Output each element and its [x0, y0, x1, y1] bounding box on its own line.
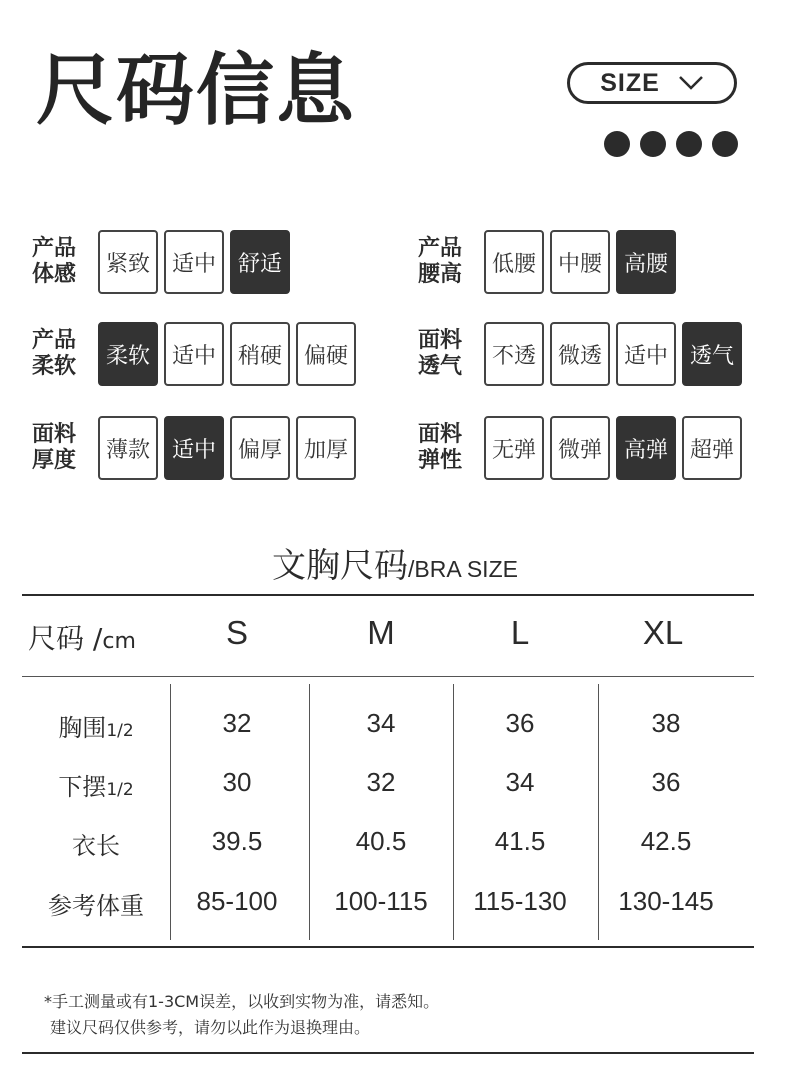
page-title: 尺码信息	[36, 46, 357, 136]
column-divider	[309, 684, 310, 940]
table-cell: 34	[366, 708, 396, 738]
size-header-xl: XL	[642, 614, 684, 651]
option-list	[98, 322, 356, 386]
option-fit-0[interactable]: 紧致	[98, 230, 158, 294]
option-softness-1[interactable]: 适中	[164, 322, 224, 386]
option-softness-2[interactable]: 稍硬	[230, 322, 290, 386]
table-top-rule	[22, 594, 754, 596]
option-breathability-3[interactable]: 透气	[682, 322, 742, 386]
attr-label: 面料 透气	[418, 328, 463, 379]
table-cell: 34	[505, 767, 535, 797]
option-thickness-1[interactable]: 适中	[164, 416, 224, 480]
table-cell: 115-130	[473, 886, 567, 916]
attr-label: 产品 柔软	[32, 328, 77, 379]
table-cell: 36	[505, 708, 535, 738]
table-cell: 38	[651, 708, 681, 738]
size-table-title-en: /BRA SIZE	[408, 556, 518, 582]
dot-indicator	[676, 131, 702, 157]
dot-indicator	[712, 131, 738, 157]
option-softness-0[interactable]: 柔软	[98, 322, 158, 386]
table-cell: 100-115	[334, 886, 428, 916]
attr-group-softness	[32, 322, 356, 386]
table-cell: 40.5	[355, 826, 407, 856]
option-elasticity-3[interactable]: 超弹	[682, 416, 742, 480]
option-list	[484, 230, 676, 294]
size-header-l: L	[510, 614, 530, 651]
unit-header: 尺码 /cm	[28, 622, 136, 655]
option-rise-1[interactable]: 中腰	[550, 230, 610, 294]
table-cell: 130-145	[618, 886, 714, 916]
option-list	[98, 416, 356, 480]
table-cell: 36	[651, 767, 681, 797]
unit-label: cm	[102, 629, 136, 654]
row-label-bust: 胸围1/2	[58, 714, 134, 742]
table-cell: 32	[222, 708, 252, 738]
attr-group-fit	[32, 230, 290, 294]
table-cell: 41.5	[494, 826, 546, 856]
table-cell: 32	[366, 767, 396, 797]
size-header-s: S	[225, 614, 248, 651]
attr-group-elasticity	[418, 416, 742, 480]
option-fit-2[interactable]: 舒适	[230, 230, 290, 294]
option-elasticity-1[interactable]: 微弹	[550, 416, 610, 480]
dot-indicator	[604, 131, 630, 157]
option-list	[484, 322, 742, 386]
size-header-m: M	[367, 614, 395, 651]
size-button-label: SIZE	[600, 68, 660, 97]
option-breathability-2[interactable]: 适中	[616, 322, 676, 386]
attr-group-breathability	[418, 322, 742, 386]
row-label-weight: 参考体重	[48, 892, 144, 920]
attr-label: 产品 腰高	[418, 236, 463, 287]
attr-label: 产品 体感	[32, 236, 77, 287]
option-thickness-0[interactable]: 薄款	[98, 416, 158, 480]
pagination-dots	[604, 131, 738, 157]
table-cell: 42.5	[640, 826, 692, 856]
header-divider	[22, 676, 754, 677]
dot-indicator	[640, 131, 666, 157]
note-measurement: *手工测量或有1-3CM误差，以收到实物为准，请悉知。	[44, 992, 440, 1011]
footer-rule	[22, 1052, 754, 1054]
row-label-hem: 下摆1/2	[58, 773, 134, 801]
table-cell: 39.5	[211, 826, 263, 856]
note-reference: 建议尺码仅供参考，请勿以此作为退换理由。	[50, 1018, 371, 1037]
option-rise-0[interactable]: 低腰	[484, 230, 544, 294]
table-cell: 30	[222, 767, 252, 797]
option-rise-2[interactable]: 高腰	[616, 230, 676, 294]
attr-group-thickness	[32, 416, 356, 480]
option-softness-3[interactable]: 偏硬	[296, 322, 356, 386]
option-breathability-1[interactable]: 微透	[550, 322, 610, 386]
table-bottom-rule	[22, 946, 754, 948]
attr-label: 面料 厚度	[32, 422, 77, 473]
option-thickness-3[interactable]: 加厚	[296, 416, 356, 480]
option-elasticity-0[interactable]: 无弹	[484, 416, 544, 480]
chevron-down-icon	[678, 75, 704, 91]
option-elasticity-2[interactable]: 高弹	[616, 416, 676, 480]
size-table-title-zh: 文胸尺码	[272, 546, 409, 586]
option-thickness-2[interactable]: 偏厚	[230, 416, 290, 480]
option-fit-1[interactable]: 适中	[164, 230, 224, 294]
row-label-length: 衣长	[72, 832, 120, 860]
option-list	[98, 230, 290, 294]
attr-group-rise	[418, 230, 676, 294]
table-cell: 85-100	[196, 886, 278, 916]
option-breathability-0[interactable]: 不透	[484, 322, 544, 386]
size-table-title	[0, 538, 790, 587]
option-list	[484, 416, 742, 480]
size-dropdown-button[interactable]	[567, 62, 737, 104]
attr-label: 面料 弹性	[418, 422, 463, 473]
